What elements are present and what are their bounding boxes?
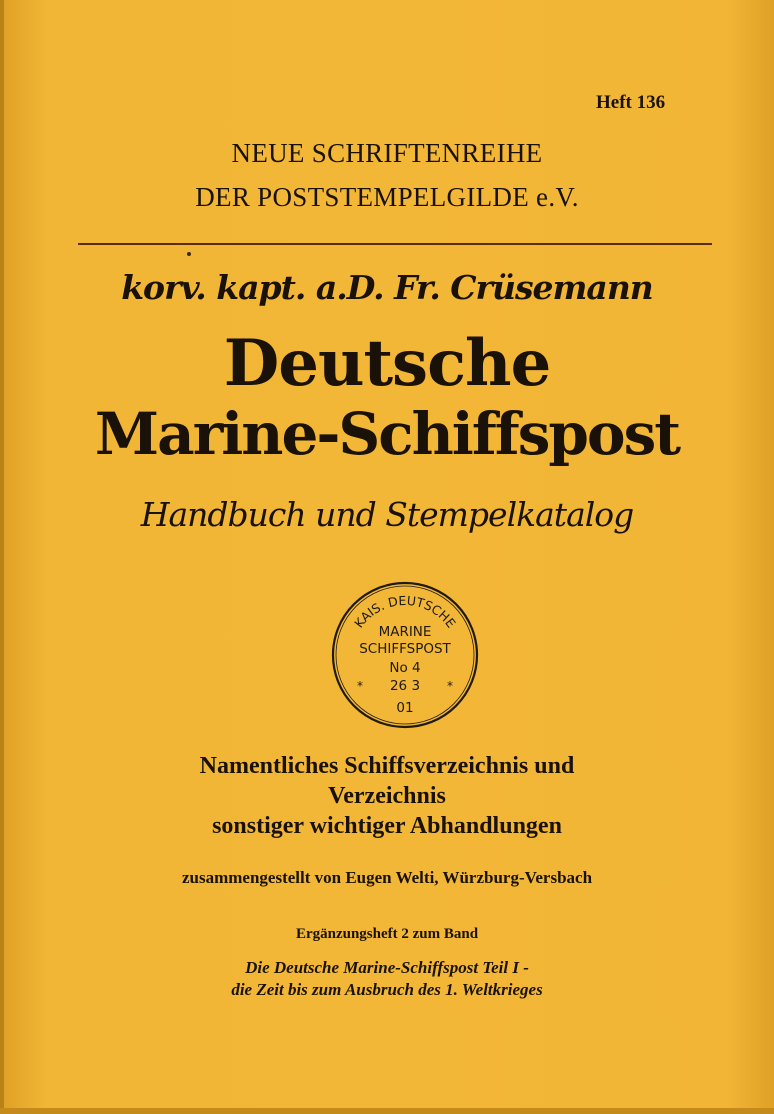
stamp-date: 26 3 (389, 678, 421, 694)
subtitle: Handbuch und Stempelkatalog (140, 495, 634, 534)
stamp-line-marine: MARINE (378, 624, 432, 640)
stamp-arc-text: KAIS. DEUTSCHE (351, 592, 459, 631)
stamp-year: 01 (396, 700, 414, 716)
issue-number: Heft 136 (596, 92, 666, 113)
volume-title-line1: Die Deutsche Marine-Schiffspost Teil I - (245, 958, 529, 977)
main-title-line2: Marine-Schiffspost (94, 400, 680, 468)
main-title-line1: Deutsche (223, 326, 551, 401)
volume-title-line2: die Zeit bis zum Ausbruch des 1. Weltkrieges (231, 980, 543, 999)
description-line1: Namentliches Schiffsverzeichnis und (199, 753, 575, 779)
compiled-by: zusammengestellt von Eugen Welti, Würzburg-Versbach (181, 868, 593, 887)
description-line3: sonstiger wichtiger Abhandlungen (212, 813, 562, 839)
series-title-line1: NEUE SCHRIFTENREIHE (231, 138, 543, 168)
ink-dot (187, 252, 191, 256)
author-name: korv. kapt. a.D. Fr. Crüsemann (121, 268, 653, 307)
stamp-line-schiffspost: SCHIFFSPOST (359, 641, 451, 657)
description-line2: Verzeichnis (328, 783, 446, 809)
stamp-ship-number: No 4 (389, 660, 421, 676)
stamp-star-right: * (447, 679, 453, 693)
series-title-line2: DER POSTSTEMPELGILDE e.V. (195, 182, 579, 212)
stamp-star-left: * (357, 679, 363, 693)
postmark-stamp (330, 580, 480, 730)
cover-bottom-edge (0, 1108, 774, 1114)
divider-rule (78, 243, 712, 245)
supplement-note: Ergänzungsheft 2 zum Band (295, 926, 479, 942)
